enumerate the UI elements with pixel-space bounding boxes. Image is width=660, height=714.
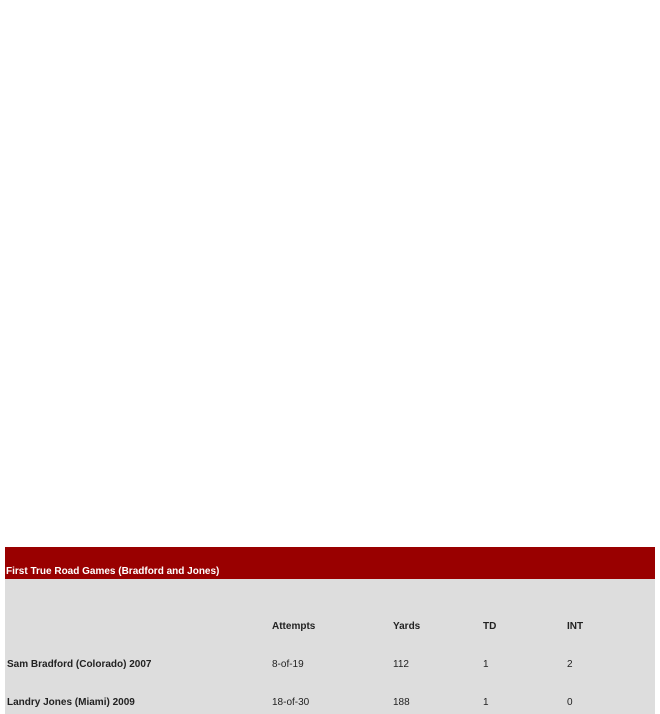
td-cell: 1	[483, 659, 489, 670]
int-cell: 0	[567, 697, 573, 708]
header-row	[5, 579, 655, 638]
yards-cell: 112	[393, 659, 409, 670]
table-row	[5, 638, 655, 676]
player-name: Landry Jones (Miami) 2009	[7, 697, 135, 708]
td-cell: 1	[483, 697, 489, 708]
attempts-cell: 18-of-30	[272, 697, 310, 708]
attempts-cell: 8-of-19	[272, 659, 304, 670]
int-cell: 2	[567, 659, 573, 670]
table-title-bar	[5, 547, 655, 579]
header-player	[5, 579, 270, 638]
table-row	[5, 676, 655, 714]
yards-cell: 188	[393, 697, 410, 708]
header-int: INT	[567, 621, 584, 632]
header-attempts: Attempts	[272, 621, 316, 632]
header-td: TD	[483, 621, 497, 632]
header-yards: Yards	[393, 621, 421, 632]
table-title: First True Road Games (Bradford and Jones)	[6, 566, 220, 577]
stats-table	[5, 547, 655, 714]
player-name: Sam Bradford (Colorado) 2007	[7, 659, 152, 670]
